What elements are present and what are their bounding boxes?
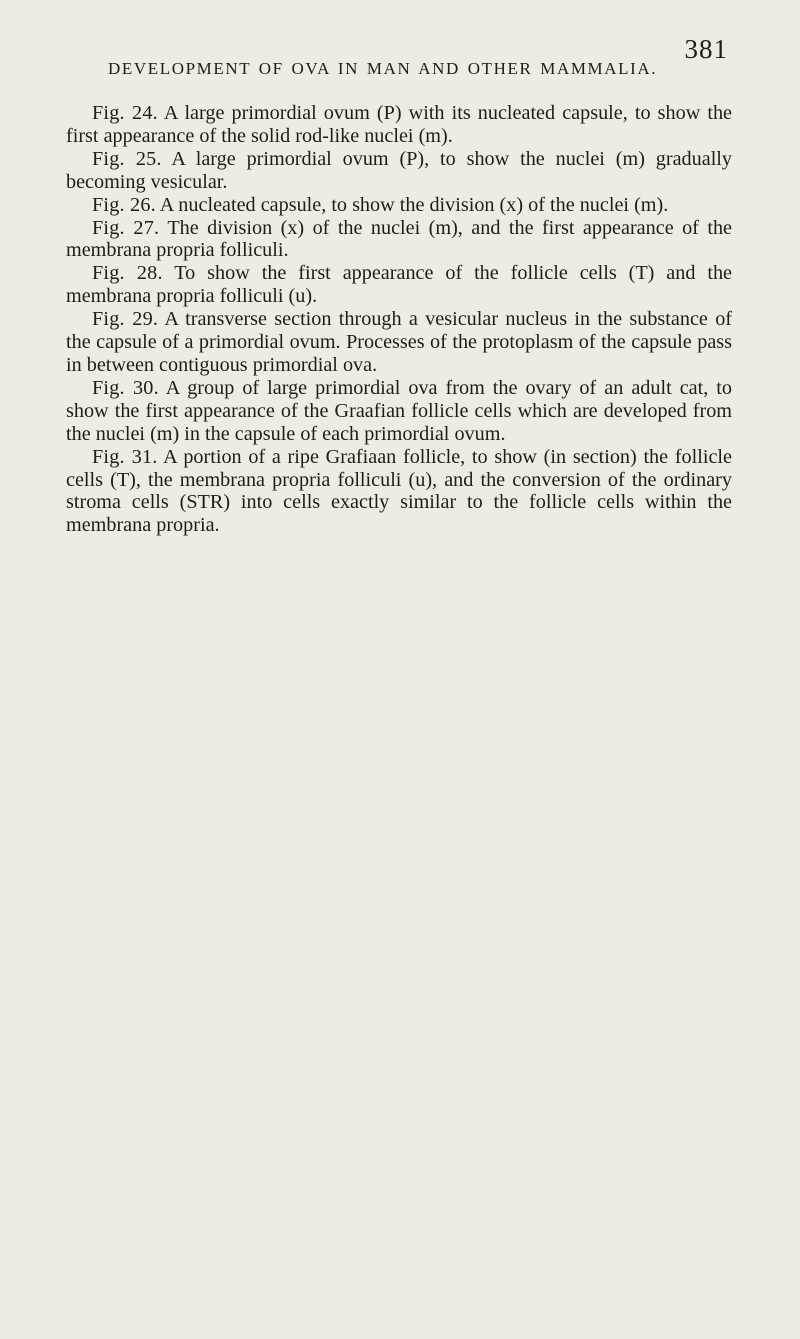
caption-text: A nucleated capsule, to show the division (x) of the nuclei (m). bbox=[159, 193, 669, 216]
caption-text: A portion of a ripe Grafiaan follicle, to show (in section) the follicle cells (T), the membrana propria folliculi (u), and the conversion of the ordinary stroma cells (STR) into cells exactly similar to the follicle cells within the membrana propria. bbox=[66, 445, 732, 537]
caption-text: A large primordial ovum (P), to show the nuclei (m) gradually becoming vesicular. bbox=[66, 147, 733, 193]
figure-label: Fig. 27. bbox=[92, 216, 160, 239]
running-head bbox=[66, 34, 732, 84]
figure-label: Fig. 25. bbox=[92, 147, 162, 170]
running-title: DEVELOPMENT OF OVA IN MAN AND OTHER MAMMALIA. bbox=[108, 59, 658, 78]
figure-caption bbox=[66, 446, 732, 538]
caption-text: The division (x) of the nuclei (m), and the first appearance of the membrana propria folliculi. bbox=[66, 216, 732, 262]
figure-caption bbox=[66, 217, 732, 263]
figure-caption bbox=[66, 194, 732, 217]
caption-text: A large primordial ovum (P) with its nucleated capsule, to show the first appearance of the solid rod-like nuclei (m). bbox=[66, 102, 733, 147]
figure-label: Fig. 30. bbox=[92, 376, 159, 399]
figure-caption bbox=[66, 377, 732, 446]
figure-label: Fig. 28. bbox=[92, 262, 163, 285]
figure-caption bbox=[66, 102, 732, 148]
figure-caption bbox=[66, 262, 732, 308]
figure-captions bbox=[66, 102, 732, 537]
figure-label: Fig. 29. bbox=[92, 308, 159, 331]
caption-text: A transverse section through a vesicular nucleus in the substance of the capsule of a primordial ovum. Processes of the protoplasm of the capsule pass in between contiguous primordial ova. bbox=[66, 308, 733, 376]
figure-label: Fig. 24. bbox=[92, 102, 158, 124]
figure-label: Fig. 31. bbox=[92, 445, 158, 468]
page-number: 381 bbox=[684, 34, 728, 64]
caption-text: A group of large primordial ova from the ovary of an adult cat, to show the first appearance of the Graafian follicle cells which are developed from the nuclei (m) in the capsule of each primordial ovum. bbox=[66, 376, 733, 445]
figure-caption bbox=[66, 308, 732, 377]
figure-caption bbox=[66, 148, 732, 194]
caption-text: To show the first appearance of the follicle cells (T) and the membrana propria folliculi (u). bbox=[66, 262, 732, 308]
figure-label: Fig. 26. bbox=[92, 193, 156, 216]
